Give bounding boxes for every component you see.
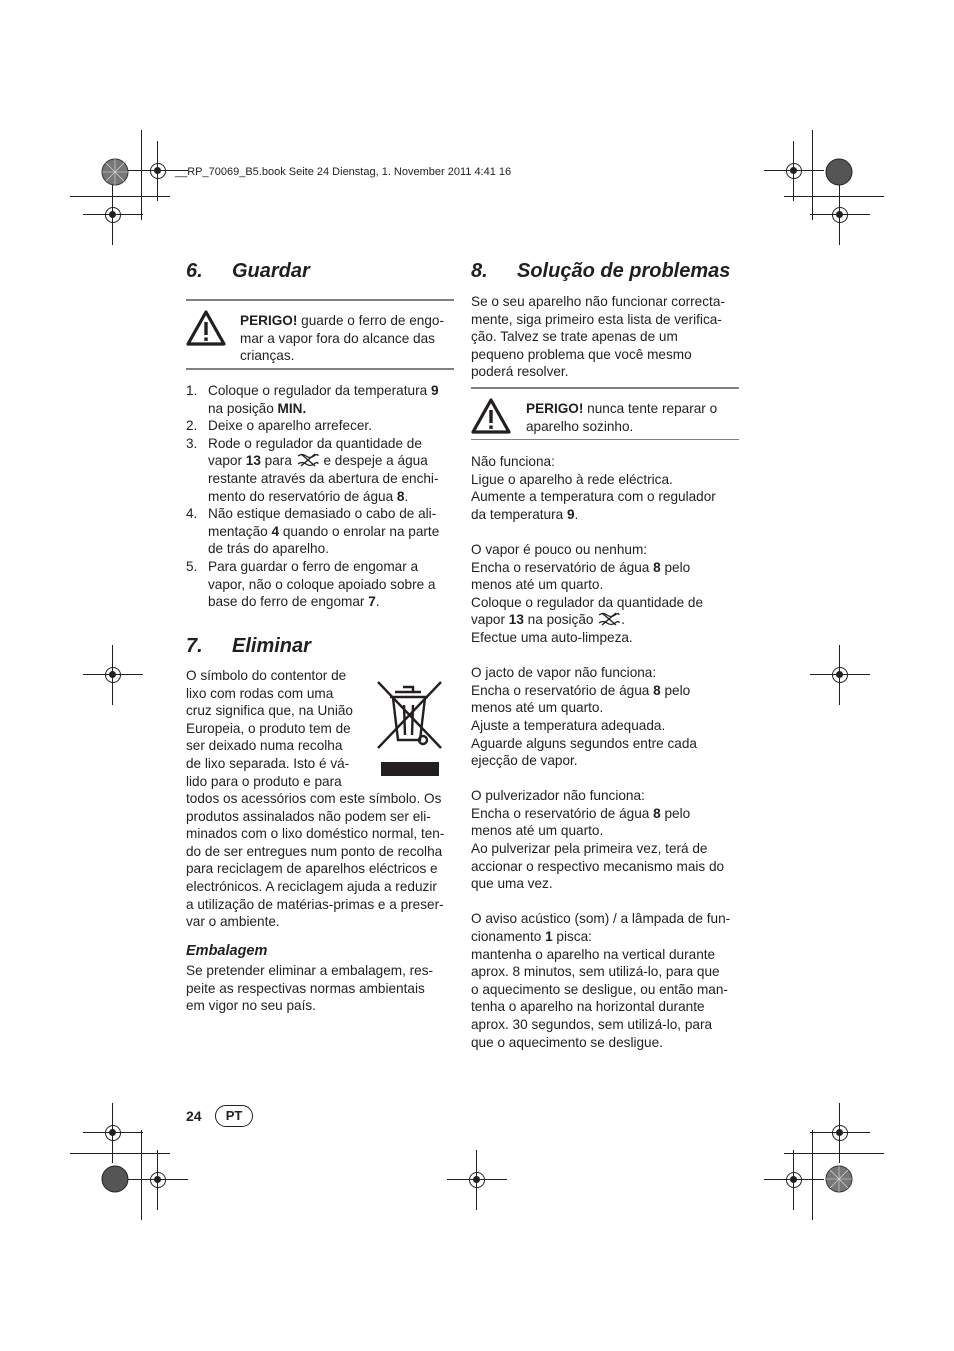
divider (471, 387, 739, 389)
section-6-heading (186, 260, 310, 283)
divider (471, 439, 739, 440)
disposal-text-wide: todos os acessórios com este símbolo. Os produtos assinalados não podem ser eli- minados com o lixo doméstico normal, ten- do de ser entregues num ponto de recolha para reciclagem de aparelhos eléctricos e electrónicos. A reciclagem ajuda a reduzir a utilização de matérias-primas e a preser- var o ambiente. (186, 791, 445, 930)
registration-mark-icon (776, 153, 812, 189)
troubleshooting-list (471, 453, 751, 1051)
registration-mark-icon (822, 197, 858, 233)
troubleshooting-intro: Se o seu aparelho não funcionar correcta- mente, siga primeiro esta lista de verifica- ção. Talvez se trate apenas de um pequeno problema que você mesmo poderá resolver. (471, 294, 725, 380)
color-target-icon (101, 158, 129, 186)
registration-mark-icon (822, 1115, 858, 1151)
crossed-out-wheelie-bin-icon (375, 678, 445, 778)
warning-label: PERIGO! (526, 401, 584, 416)
divider (186, 299, 454, 301)
disposal-text-narrow: O símbolo do contentor de lixo com rodas com uma cruz significa que, na União Europeia, o produto tem de ser deixado numa recolha de lixo separada. Isto é vá- lido para o produto e para (186, 668, 353, 789)
warning-triangle-icon (471, 398, 511, 434)
color-target-icon (825, 158, 853, 186)
warning-label: PERIGO! (240, 313, 298, 328)
registration-mark-icon (95, 197, 131, 233)
registration-mark-icon (459, 1162, 495, 1198)
section-7-heading: 7. Eliminar (186, 635, 311, 657)
warning-box: PERIGO! nunca tente reparar o aparelho sozinho. (471, 398, 739, 436)
registration-mark-icon (140, 1162, 176, 1198)
storage-steps (186, 382, 461, 611)
list-item: 3. Rode o regulador da quantidade de vapor 13 para e despeje a água restante através da abertura de enchi- mento do reservatório de água 8. (186, 435, 439, 504)
color-target-icon (825, 1165, 853, 1193)
problem-block: O jacto de vapor não funciona: Encha o reservatório de água 8 pelo menos até um quarto. Ajuste a temperatura adequada. Aguarde alguns segundos entre cada ejecção de vapor. (471, 665, 697, 769)
registration-mark-icon (776, 1162, 812, 1198)
list-item: 2. Deixe o aparelho arrefecer. (186, 418, 372, 434)
section-8-heading: 8. Solução de problemas (471, 260, 731, 282)
section-number: 6. (186, 260, 203, 282)
section-title: Guardar (232, 260, 310, 282)
warning-triangle-icon (186, 310, 226, 346)
registration-mark-icon (140, 153, 176, 189)
registration-mark-icon (822, 657, 858, 693)
packaging-text: Se pretender eliminar a embalagem, res- peite as respectivas normas ambientais em vigor no seu país. (186, 963, 434, 1014)
list-item: 1. Coloque o regulador da temperatura 9 na posição MIN. (186, 383, 439, 416)
steam-off-icon (296, 453, 320, 467)
warning-box: PERIGO! guarde o ferro de engo- mar a vapor fora do alcance das crianças. (186, 310, 454, 365)
page-number: 24 (186, 1108, 202, 1124)
steam-off-icon (597, 612, 621, 626)
color-target-icon (101, 1165, 129, 1193)
print-header: __RP_70069_B5.book Seite 24 Dienstag, 1. November 2011 4:41 16 (175, 166, 512, 178)
registration-mark-icon (95, 1115, 131, 1151)
list-item: 5. Para guardar o ferro de engomar a vapor, não o coloque apoiado sobre a base do ferro de engomar 7. (186, 558, 436, 610)
language-badge: PT (215, 1105, 253, 1127)
problem-block: Não funciona: Ligue o aparelho à rede eléctrica. Aumente a temperatura com o regulador da temperatura 9. (471, 454, 716, 522)
packaging-subheading: Embalagem (186, 943, 268, 959)
registration-mark-icon (95, 657, 131, 693)
problem-block: O vapor é pouco ou nenhum: Encha o reservatório de água 8 pelo menos até um quarto. Coloque o regulador da quantidade de vapor 13 na posição . Efectue uma auto-limpeza. (471, 541, 704, 645)
problem-block: O aviso acústico (som) / a lâmpada de fun- cionamento 1 pisca: mantenha o aparelho na vertical durante aprox. 8 minutos, sem utilizá-lo, para que o aquecimento se desligue, ou então man- tenha o aparelho na horizontal durante aprox. 30 segundos, sem utilizá-lo, para que o aquecimento se desligue. (471, 911, 731, 1050)
problem-block: O pulverizador não funciona: Encha o reservatório de água 8 pelo menos até um quarto. Ao pulverizar pela primeira vez, terá de accionar o respectivo mecanismo mais do que uma vez. (471, 788, 725, 892)
divider (186, 368, 454, 370)
list-item: 4. Não estique demasiado o cabo de ali- mentação 4 quando o enrolar na parte de trás do aparelho. (186, 506, 440, 557)
